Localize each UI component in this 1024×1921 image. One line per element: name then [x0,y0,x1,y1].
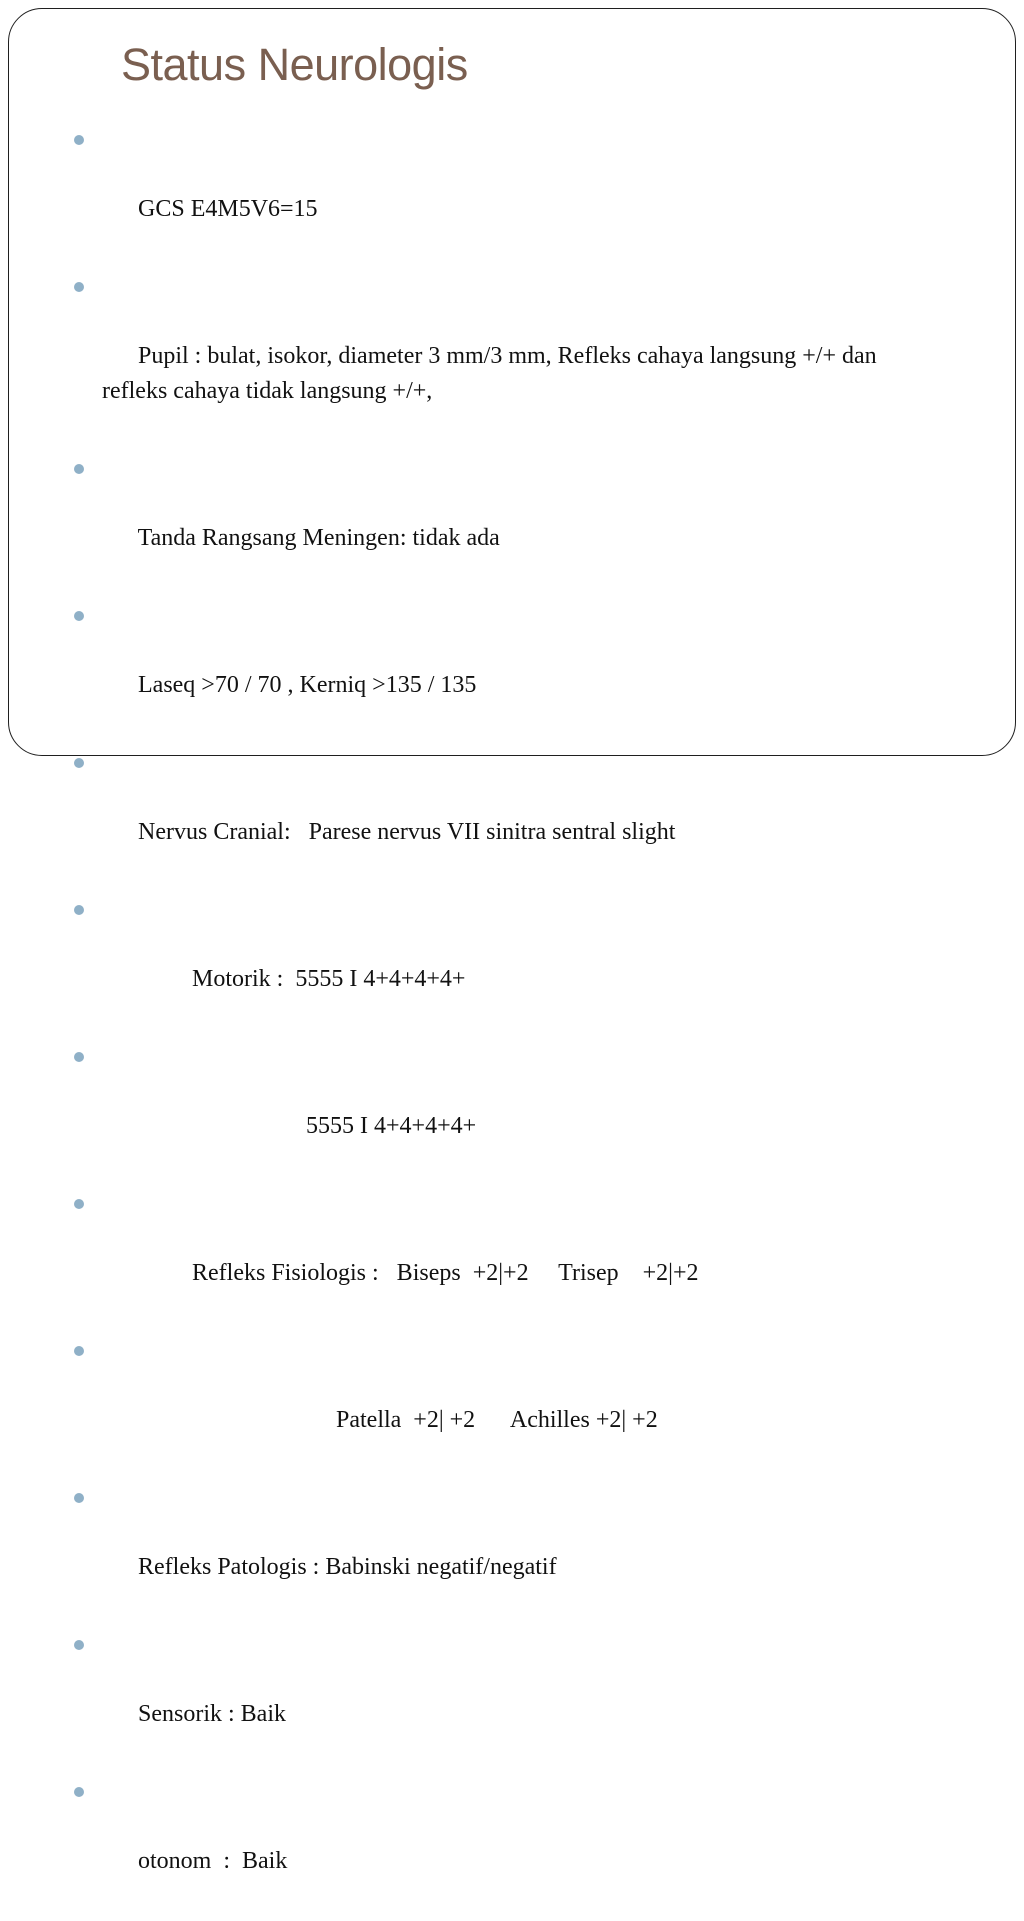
bullet-dot-icon [74,135,84,145]
bullet-text: otonom : Baik [138,1848,288,1874]
bullet-dot-icon [74,905,84,915]
list-item [73,451,973,591]
bullet-dot-icon [74,1787,84,1797]
slide-title: Status Neurologis [121,39,468,90]
bullet-dot-icon [74,611,84,621]
list-item [73,1480,973,1620]
list-item [73,1186,973,1326]
bullet-text: Motorik : 5555 I 4+4+4+4+ [138,966,466,992]
bullet-list [73,122,973,1921]
list-item [73,1774,973,1914]
bullet-text: 5555 I 4+4+4+4+ [138,1113,477,1139]
bullet-dot-icon [74,1640,84,1650]
bullet-dot-icon [74,1493,84,1503]
bullet-dot-icon [74,1052,84,1062]
bullet-text: Laseq >70 / 70 , Kerniq >135 / 135 [138,672,477,698]
list-item [73,598,973,738]
bullet-dot-icon [74,464,84,474]
list-item [73,1039,973,1179]
bullet-text: Refleks Fisiologis : Biseps +2|+2 Trisep +2|+2 [138,1260,699,1286]
bullet-dot-icon [74,1346,84,1356]
list-item [73,269,942,444]
list-item [73,1333,973,1473]
bullet-dot-icon [74,282,84,292]
bullet-text: Refleks Patologis : Babinski negatif/negatif [138,1554,557,1580]
slide [8,8,1016,1874]
list-item [73,122,973,262]
bullet-text: Nervus Cranial: Parese nervus VII sinitra sentral slight [138,819,676,845]
bullet-text: Patella +2| +2 Achilles +2| +2 [138,1407,658,1433]
bullet-text: Tanda Rangsang Meningen: tidak ada [137,525,500,551]
list-item [73,745,973,885]
list-item [73,892,973,1032]
bullet-dot-icon [74,1199,84,1209]
list-item [73,1627,973,1767]
bullet-dot-icon [74,758,84,768]
bullet-text: Sensorik : Baik [138,1701,286,1727]
bullet-text: Pupil : bulat, isokor, diameter 3 mm/3 mm, Refleks cahaya langsung +/+ dan refleks cahaya tidak langsung +/+, [102,343,883,404]
bullet-text: GCS E4M5V6=15 [138,196,318,222]
